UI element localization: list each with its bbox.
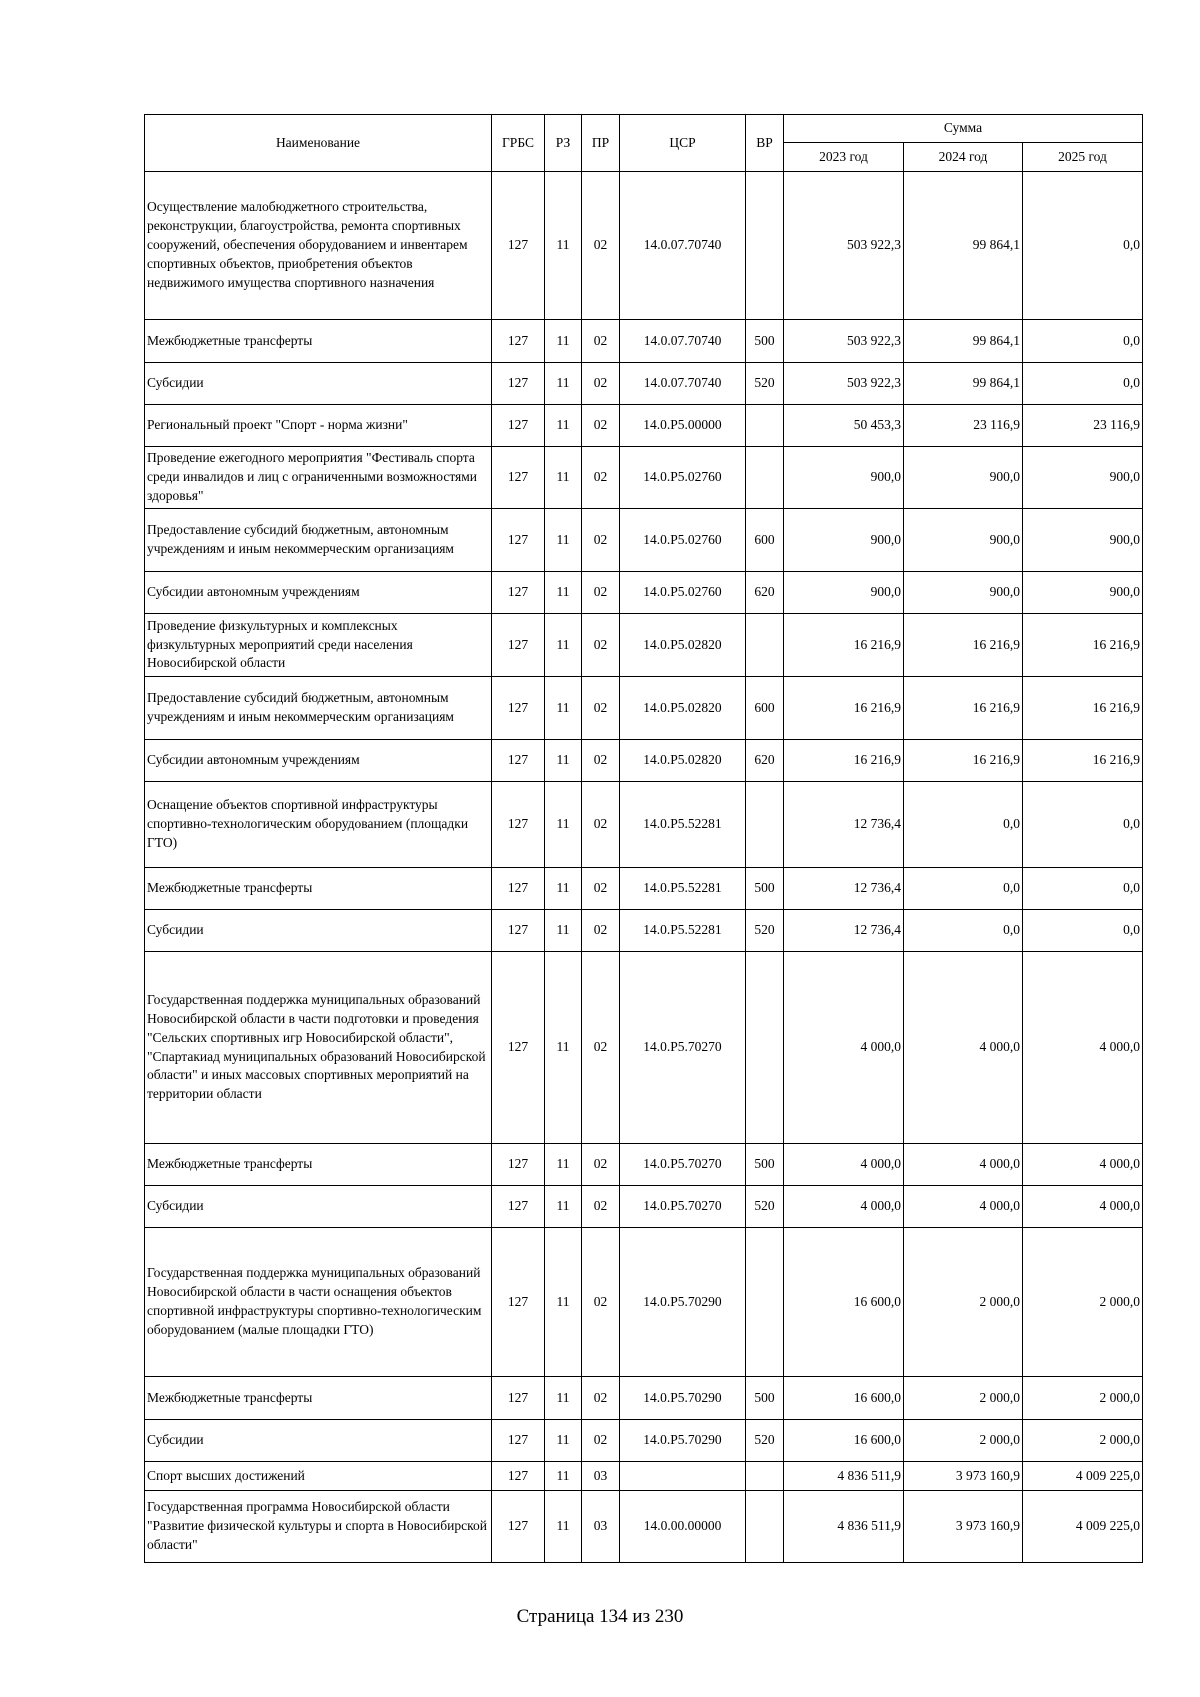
cell-2025: 2 000,0 bbox=[1023, 1420, 1143, 1462]
cell-vr: 500 bbox=[746, 320, 784, 363]
cell-2024: 16 216,9 bbox=[904, 677, 1023, 740]
cell-2025: 0,0 bbox=[1023, 172, 1143, 320]
cell-pr: 02 bbox=[582, 363, 620, 405]
cell-2025: 2 000,0 bbox=[1023, 1228, 1143, 1377]
cell-2023: 12 736,4 bbox=[784, 868, 904, 910]
table-row bbox=[145, 363, 1143, 405]
cell-rz: 11 bbox=[545, 1462, 582, 1491]
cell-2023: 50 453,3 bbox=[784, 405, 904, 447]
cell-pr: 02 bbox=[582, 868, 620, 910]
cell-2024: 0,0 bbox=[904, 782, 1023, 868]
cell-csr: 14.0.P5.02820 bbox=[620, 677, 746, 740]
cell-2025: 16 216,9 bbox=[1023, 614, 1143, 677]
cell-2023: 4 000,0 bbox=[784, 1144, 904, 1186]
table-row bbox=[145, 405, 1143, 447]
cell-2024: 16 216,9 bbox=[904, 740, 1023, 782]
cell-2024: 99 864,1 bbox=[904, 320, 1023, 363]
cell-grbs: 127 bbox=[492, 1186, 545, 1228]
cell-2023: 16 216,9 bbox=[784, 677, 904, 740]
table-row bbox=[145, 1462, 1143, 1491]
cell-2025: 0,0 bbox=[1023, 868, 1143, 910]
cell-pr: 02 bbox=[582, 740, 620, 782]
header-csr: ЦСР bbox=[620, 115, 746, 172]
cell-2024: 2 000,0 bbox=[904, 1420, 1023, 1462]
cell-pr: 02 bbox=[582, 572, 620, 614]
cell-csr: 14.0.P5.02760 bbox=[620, 572, 746, 614]
cell-vr: 600 bbox=[746, 509, 784, 572]
cell-2023: 12 736,4 bbox=[784, 782, 904, 868]
cell-rz: 11 bbox=[545, 868, 582, 910]
header-grbs: ГРБС bbox=[492, 115, 545, 172]
cell-rz: 11 bbox=[545, 1491, 582, 1563]
cell-csr: 14.0.P5.70270 bbox=[620, 1144, 746, 1186]
cell-2023: 900,0 bbox=[784, 447, 904, 509]
cell-rz: 11 bbox=[545, 1420, 582, 1462]
table-row bbox=[145, 172, 1143, 320]
cell-name: Региональный проект "Спорт - норма жизни" bbox=[145, 405, 492, 447]
table-row bbox=[145, 868, 1143, 910]
cell-rz: 11 bbox=[545, 952, 582, 1144]
cell-csr: 14.0.P5.70270 bbox=[620, 952, 746, 1144]
cell-vr: 500 bbox=[746, 868, 784, 910]
cell-2024: 2 000,0 bbox=[904, 1377, 1023, 1420]
cell-grbs: 127 bbox=[492, 782, 545, 868]
cell-rz: 11 bbox=[545, 447, 582, 509]
cell-pr: 02 bbox=[582, 1420, 620, 1462]
table-row bbox=[145, 1144, 1143, 1186]
cell-2025: 4 009 225,0 bbox=[1023, 1491, 1143, 1563]
cell-grbs: 127 bbox=[492, 172, 545, 320]
cell-2023: 16 600,0 bbox=[784, 1228, 904, 1377]
header-year-2025: 2025 год bbox=[1023, 143, 1143, 172]
cell-csr: 14.0.P5.52281 bbox=[620, 868, 746, 910]
cell-name: Государственная поддержка муниципальных образований Новосибирской области в части оснащения объектов спортивной инфраструктуры спортивно-технологическим оборудованием (малые площадки ГТО) bbox=[145, 1228, 492, 1377]
cell-pr: 02 bbox=[582, 1377, 620, 1420]
cell-csr: 14.0.P5.52281 bbox=[620, 910, 746, 952]
cell-2024: 4 000,0 bbox=[904, 1186, 1023, 1228]
cell-2025: 0,0 bbox=[1023, 320, 1143, 363]
cell-rz: 11 bbox=[545, 320, 582, 363]
cell-vr: 500 bbox=[746, 1144, 784, 1186]
cell-vr bbox=[746, 405, 784, 447]
cell-2023: 16 600,0 bbox=[784, 1420, 904, 1462]
cell-name: Межбюджетные трансферты bbox=[145, 320, 492, 363]
cell-csr: 14.0.07.70740 bbox=[620, 363, 746, 405]
table-body bbox=[145, 172, 1143, 1563]
cell-2024: 900,0 bbox=[904, 447, 1023, 509]
cell-2023: 4 000,0 bbox=[784, 952, 904, 1144]
cell-pr: 02 bbox=[582, 172, 620, 320]
table-row bbox=[145, 509, 1143, 572]
table-row bbox=[145, 782, 1143, 868]
cell-vr: 520 bbox=[746, 910, 784, 952]
cell-pr: 02 bbox=[582, 320, 620, 363]
cell-pr: 02 bbox=[582, 782, 620, 868]
cell-csr bbox=[620, 1462, 746, 1491]
cell-csr: 14.0.07.70740 bbox=[620, 320, 746, 363]
cell-name: Предоставление субсидий бюджетным, автономным учреждениям и иным некоммерческим организациям bbox=[145, 509, 492, 572]
cell-2024: 3 973 160,9 bbox=[904, 1462, 1023, 1491]
cell-vr: 620 bbox=[746, 572, 784, 614]
cell-csr: 14.0.P5.00000 bbox=[620, 405, 746, 447]
cell-rz: 11 bbox=[545, 614, 582, 677]
cell-rz: 11 bbox=[545, 740, 582, 782]
cell-rz: 11 bbox=[545, 910, 582, 952]
cell-vr: 520 bbox=[746, 1420, 784, 1462]
cell-csr: 14.0.P5.52281 bbox=[620, 782, 746, 868]
cell-grbs: 127 bbox=[492, 677, 545, 740]
cell-rz: 11 bbox=[545, 1144, 582, 1186]
cell-rz: 11 bbox=[545, 363, 582, 405]
cell-vr: 600 bbox=[746, 677, 784, 740]
cell-2024: 4 000,0 bbox=[904, 952, 1023, 1144]
cell-name: Субсидии автономным учреждениям bbox=[145, 572, 492, 614]
cell-pr: 02 bbox=[582, 509, 620, 572]
cell-vr bbox=[746, 1491, 784, 1563]
cell-grbs: 127 bbox=[492, 1462, 545, 1491]
cell-2024: 0,0 bbox=[904, 868, 1023, 910]
cell-2023: 4 000,0 bbox=[784, 1186, 904, 1228]
cell-2023: 12 736,4 bbox=[784, 910, 904, 952]
cell-2025: 23 116,9 bbox=[1023, 405, 1143, 447]
budget-table bbox=[144, 114, 1143, 1563]
cell-name: Спорт высших достижений bbox=[145, 1462, 492, 1491]
cell-name: Субсидии bbox=[145, 910, 492, 952]
table-header bbox=[145, 115, 1143, 172]
cell-2023: 16 216,9 bbox=[784, 740, 904, 782]
cell-2023: 900,0 bbox=[784, 572, 904, 614]
cell-2023: 4 836 511,9 bbox=[784, 1462, 904, 1491]
cell-name: Субсидии bbox=[145, 1186, 492, 1228]
cell-name: Межбюджетные трансферты bbox=[145, 868, 492, 910]
header-name: Наименование bbox=[145, 115, 492, 172]
cell-rz: 11 bbox=[545, 509, 582, 572]
cell-pr: 02 bbox=[582, 1186, 620, 1228]
cell-vr bbox=[746, 447, 784, 509]
cell-2024: 99 864,1 bbox=[904, 172, 1023, 320]
cell-2025: 900,0 bbox=[1023, 572, 1143, 614]
cell-pr: 02 bbox=[582, 910, 620, 952]
header-row-top bbox=[145, 115, 1143, 143]
cell-csr: 14.0.P5.02760 bbox=[620, 509, 746, 572]
cell-rz: 11 bbox=[545, 405, 582, 447]
cell-pr: 02 bbox=[582, 614, 620, 677]
cell-pr: 02 bbox=[582, 447, 620, 509]
cell-csr: 14.0.P5.02820 bbox=[620, 740, 746, 782]
cell-grbs: 127 bbox=[492, 447, 545, 509]
cell-csr: 14.0.P5.70270 bbox=[620, 1186, 746, 1228]
cell-vr: 520 bbox=[746, 1186, 784, 1228]
cell-grbs: 127 bbox=[492, 952, 545, 1144]
cell-name: Проведение ежегодного мероприятия "Фестиваль спорта среди инвалидов и лиц с ограниченными возможностями здоровья" bbox=[145, 447, 492, 509]
cell-pr: 02 bbox=[582, 405, 620, 447]
cell-grbs: 127 bbox=[492, 910, 545, 952]
cell-2025: 900,0 bbox=[1023, 447, 1143, 509]
cell-rz: 11 bbox=[545, 1186, 582, 1228]
cell-name: Субсидии bbox=[145, 363, 492, 405]
table-row bbox=[145, 320, 1143, 363]
table-row bbox=[145, 952, 1143, 1144]
cell-2025: 16 216,9 bbox=[1023, 677, 1143, 740]
cell-grbs: 127 bbox=[492, 1228, 545, 1377]
cell-grbs: 127 bbox=[492, 320, 545, 363]
cell-name: Межбюджетные трансферты bbox=[145, 1144, 492, 1186]
cell-csr: 14.0.P5.70290 bbox=[620, 1420, 746, 1462]
table-row bbox=[145, 1420, 1143, 1462]
table-row bbox=[145, 677, 1143, 740]
cell-name: Государственная программа Новосибирской области "Развитие физической культуры и спорта в Новосибирской области" bbox=[145, 1491, 492, 1563]
table-row bbox=[145, 1377, 1143, 1420]
cell-2023: 503 922,3 bbox=[784, 172, 904, 320]
table-row bbox=[145, 1491, 1143, 1563]
cell-2025: 0,0 bbox=[1023, 782, 1143, 868]
cell-2024: 16 216,9 bbox=[904, 614, 1023, 677]
cell-2025: 2 000,0 bbox=[1023, 1377, 1143, 1420]
cell-2023: 503 922,3 bbox=[784, 320, 904, 363]
cell-grbs: 127 bbox=[492, 614, 545, 677]
cell-grbs: 127 bbox=[492, 572, 545, 614]
cell-rz: 11 bbox=[545, 1228, 582, 1377]
table-row bbox=[145, 740, 1143, 782]
cell-pr: 02 bbox=[582, 677, 620, 740]
cell-2025: 4 009 225,0 bbox=[1023, 1462, 1143, 1491]
cell-name: Осуществление малобюджетного строительства, реконструкции, благоустройства, ремонта спортивных сооружений, обеспечения оборудованием и инвентарем спортивных объектов, приобретения объектов недвижимого имущества спортивного назначения bbox=[145, 172, 492, 320]
cell-2024: 99 864,1 bbox=[904, 363, 1023, 405]
cell-2023: 4 836 511,9 bbox=[784, 1491, 904, 1563]
cell-2025: 0,0 bbox=[1023, 363, 1143, 405]
cell-csr: 14.0.07.70740 bbox=[620, 172, 746, 320]
cell-grbs: 127 bbox=[492, 405, 545, 447]
cell-2024: 0,0 bbox=[904, 910, 1023, 952]
cell-vr bbox=[746, 614, 784, 677]
cell-name: Проведение физкультурных и комплексных физкультурных мероприятий среди населения Новосибирской области bbox=[145, 614, 492, 677]
cell-vr bbox=[746, 952, 784, 1144]
cell-name: Предоставление субсидий бюджетным, автономным учреждениям и иным некоммерческим организациям bbox=[145, 677, 492, 740]
table-row bbox=[145, 1228, 1143, 1377]
cell-2024: 2 000,0 bbox=[904, 1228, 1023, 1377]
cell-pr: 02 bbox=[582, 1144, 620, 1186]
cell-2024: 900,0 bbox=[904, 572, 1023, 614]
cell-vr: 500 bbox=[746, 1377, 784, 1420]
header-vr: ВР bbox=[746, 115, 784, 172]
cell-2025: 4 000,0 bbox=[1023, 1144, 1143, 1186]
cell-pr: 02 bbox=[582, 1228, 620, 1377]
cell-2024: 4 000,0 bbox=[904, 1144, 1023, 1186]
cell-grbs: 127 bbox=[492, 509, 545, 572]
cell-rz: 11 bbox=[545, 782, 582, 868]
cell-rz: 11 bbox=[545, 572, 582, 614]
cell-2023: 503 922,3 bbox=[784, 363, 904, 405]
cell-2023: 16 216,9 bbox=[784, 614, 904, 677]
cell-name: Государственная поддержка муниципальных образований Новосибирской области в части подготовки и проведения "Сельских спортивных игр Новосибирской области", "Спартакиад муниципальных образований Новосибирской области" и иных массовых спортивных мероприятий на территории области bbox=[145, 952, 492, 1144]
cell-name: Субсидии автономным учреждениям bbox=[145, 740, 492, 782]
cell-rz: 11 bbox=[545, 172, 582, 320]
header-pr: ПР bbox=[582, 115, 620, 172]
cell-grbs: 127 bbox=[492, 1491, 545, 1563]
cell-2025: 16 216,9 bbox=[1023, 740, 1143, 782]
cell-grbs: 127 bbox=[492, 363, 545, 405]
cell-2023: 900,0 bbox=[784, 509, 904, 572]
cell-2025: 0,0 bbox=[1023, 910, 1143, 952]
cell-grbs: 127 bbox=[492, 868, 545, 910]
cell-vr bbox=[746, 782, 784, 868]
cell-grbs: 127 bbox=[492, 1420, 545, 1462]
cell-vr bbox=[746, 1462, 784, 1491]
table-row bbox=[145, 572, 1143, 614]
cell-pr: 03 bbox=[582, 1491, 620, 1563]
cell-2024: 3 973 160,9 bbox=[904, 1491, 1023, 1563]
cell-pr: 03 bbox=[582, 1462, 620, 1491]
cell-csr: 14.0.P5.70290 bbox=[620, 1228, 746, 1377]
header-year-2023: 2023 год bbox=[784, 143, 904, 172]
header-rz: РЗ bbox=[545, 115, 582, 172]
cell-vr: 620 bbox=[746, 740, 784, 782]
table-row bbox=[145, 910, 1143, 952]
cell-rz: 11 bbox=[545, 1377, 582, 1420]
cell-grbs: 127 bbox=[492, 1144, 545, 1186]
cell-grbs: 127 bbox=[492, 1377, 545, 1420]
cell-name: Субсидии bbox=[145, 1420, 492, 1462]
cell-csr: 14.0.00.00000 bbox=[620, 1491, 746, 1563]
cell-csr: 14.0.P5.02760 bbox=[620, 447, 746, 509]
cell-vr bbox=[746, 172, 784, 320]
cell-pr: 02 bbox=[582, 952, 620, 1144]
cell-name: Оснащение объектов спортивной инфраструктуры спортивно-технологическим оборудованием (площадки ГТО) bbox=[145, 782, 492, 868]
cell-2023: 16 600,0 bbox=[784, 1377, 904, 1420]
cell-2024: 23 116,9 bbox=[904, 405, 1023, 447]
cell-2025: 4 000,0 bbox=[1023, 952, 1143, 1144]
table-row bbox=[145, 614, 1143, 677]
cell-rz: 11 bbox=[545, 677, 582, 740]
cell-2024: 900,0 bbox=[904, 509, 1023, 572]
table-row bbox=[145, 447, 1143, 509]
cell-csr: 14.0.P5.02820 bbox=[620, 614, 746, 677]
cell-vr: 520 bbox=[746, 363, 784, 405]
table-row bbox=[145, 1186, 1143, 1228]
page-number: Страница 134 из 230 bbox=[516, 1606, 684, 1627]
header-year-2024: 2024 год bbox=[904, 143, 1023, 172]
cell-2025: 900,0 bbox=[1023, 509, 1143, 572]
cell-2025: 4 000,0 bbox=[1023, 1186, 1143, 1228]
cell-csr: 14.0.P5.70290 bbox=[620, 1377, 746, 1420]
cell-grbs: 127 bbox=[492, 740, 545, 782]
cell-vr bbox=[746, 1228, 784, 1377]
header-sum: Сумма bbox=[784, 115, 1143, 143]
cell-name: Межбюджетные трансферты bbox=[145, 1377, 492, 1420]
